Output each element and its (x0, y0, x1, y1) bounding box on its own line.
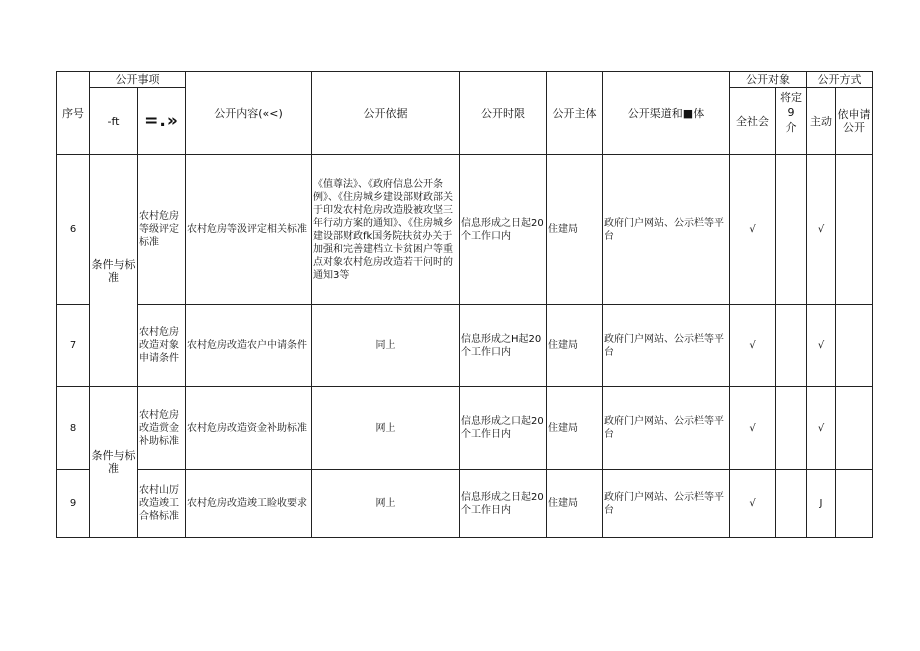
header-target-specific-cut: 介 (785, 121, 797, 134)
category-group-1: 条件与标准 (90, 155, 138, 387)
row-item: 农村山厉改造竣工合格标准 (138, 470, 186, 538)
header-subject: 公开主体 (547, 72, 603, 155)
row-target-specific (776, 305, 807, 387)
row-basis: 网上 (312, 470, 460, 538)
row-time: 信息形成之日起20个工作日内 (460, 470, 547, 538)
row-basis: 网上 (312, 387, 460, 470)
disclosure-table-wrapper (56, 71, 873, 538)
row-target-all: √ (730, 305, 776, 387)
row-channel: 政府门户网站、公示栏等平台 (603, 155, 730, 305)
header-method: 公开方式 (807, 72, 873, 88)
row-method-request (836, 305, 873, 387)
row-time: 信息形成之日起20个工作口内 (460, 155, 547, 305)
row-number: 9 (57, 470, 90, 538)
header-matter-level1: -ft (90, 88, 138, 155)
table-row-7 (57, 305, 873, 387)
header-target-specific-label: 将定9 (780, 91, 802, 119)
category-group-2: 条件与标准 (90, 387, 138, 538)
row-method-active: J (807, 470, 836, 538)
header-target-specific (776, 88, 807, 155)
row-item: 农村危房改造赏金补助标准 (138, 387, 186, 470)
row-target-all: √ (730, 155, 776, 305)
row-subject: 住建局 (547, 470, 603, 538)
row-target-specific (776, 155, 807, 305)
row-channel: 政府门户网站、公示栏等平台 (603, 387, 730, 470)
table-row-9 (57, 470, 873, 538)
row-time: 信息形成之口起20个工作日内 (460, 387, 547, 470)
row-subject: 住建局 (547, 155, 603, 305)
header-seq: 序号 (57, 72, 90, 155)
row-number: 8 (57, 387, 90, 470)
header-matter-level2: =.» (138, 88, 186, 155)
row-time: 信息形成之H起20个工作口内 (460, 305, 547, 387)
header-channel: 公开渠道和■体 (603, 72, 730, 155)
table-row-6 (57, 155, 873, 305)
table-row-8 (57, 387, 873, 470)
header-basis: 公开依据 (312, 72, 460, 155)
row-method-active: √ (807, 387, 836, 470)
row-method-active: √ (807, 305, 836, 387)
row-target-all: √ (730, 470, 776, 538)
header-method-active: 主动 (807, 88, 836, 155)
row-content: 农村危房等汲评定相关标准 (186, 155, 312, 305)
row-channel: 政府门户网站、公示栏等平台 (603, 470, 730, 538)
row-basis: 《值尊法》、《政府信息公开条例》、《住房城乡建设部财政部关于印发农村危房改造股被攻坚三年行动方案的通知》、《住房城乡建设部财政fk国务院扶贫办关于加强和完善建档立卡贫困户等重点对象农村危房改造若干问时的通知3等 (312, 155, 460, 305)
row-channel: 政府门户网站、公示栏等平台 (603, 305, 730, 387)
row-target-all: √ (730, 387, 776, 470)
header-target-all: 全社会 (730, 88, 776, 155)
row-method-request (836, 470, 873, 538)
header-time-limit: 公开时限 (460, 72, 547, 155)
row-subject: 住建局 (547, 387, 603, 470)
row-method-active: √ (807, 155, 836, 305)
row-content: 农村危房改造农户中请条件 (186, 305, 312, 387)
disclosure-table (56, 71, 873, 538)
row-subject: 住建局 (547, 305, 603, 387)
header-row-1 (57, 72, 873, 88)
row-method-request (836, 155, 873, 305)
header-content: 公开内容(«<) (186, 72, 312, 155)
header-target-specific-text (777, 90, 805, 152)
row-content: 农村危房改造资金补助标准 (186, 387, 312, 470)
row-target-specific (776, 387, 807, 470)
row-content: 农村危房改造竣工睑收要求 (186, 470, 312, 538)
row-target-specific (776, 470, 807, 538)
row-method-request (836, 387, 873, 470)
row-item: 农村危房改造对象申请条件 (138, 305, 186, 387)
row-basis: 同上 (312, 305, 460, 387)
header-method-request: 依申请公开 (836, 88, 873, 155)
row-number: 7 (57, 305, 90, 387)
header-matter: 公开事项 (90, 72, 186, 88)
row-item: 农村危房等级评定标准 (138, 155, 186, 305)
row-number: 6 (57, 155, 90, 305)
header-target: 公开对象 (730, 72, 807, 88)
